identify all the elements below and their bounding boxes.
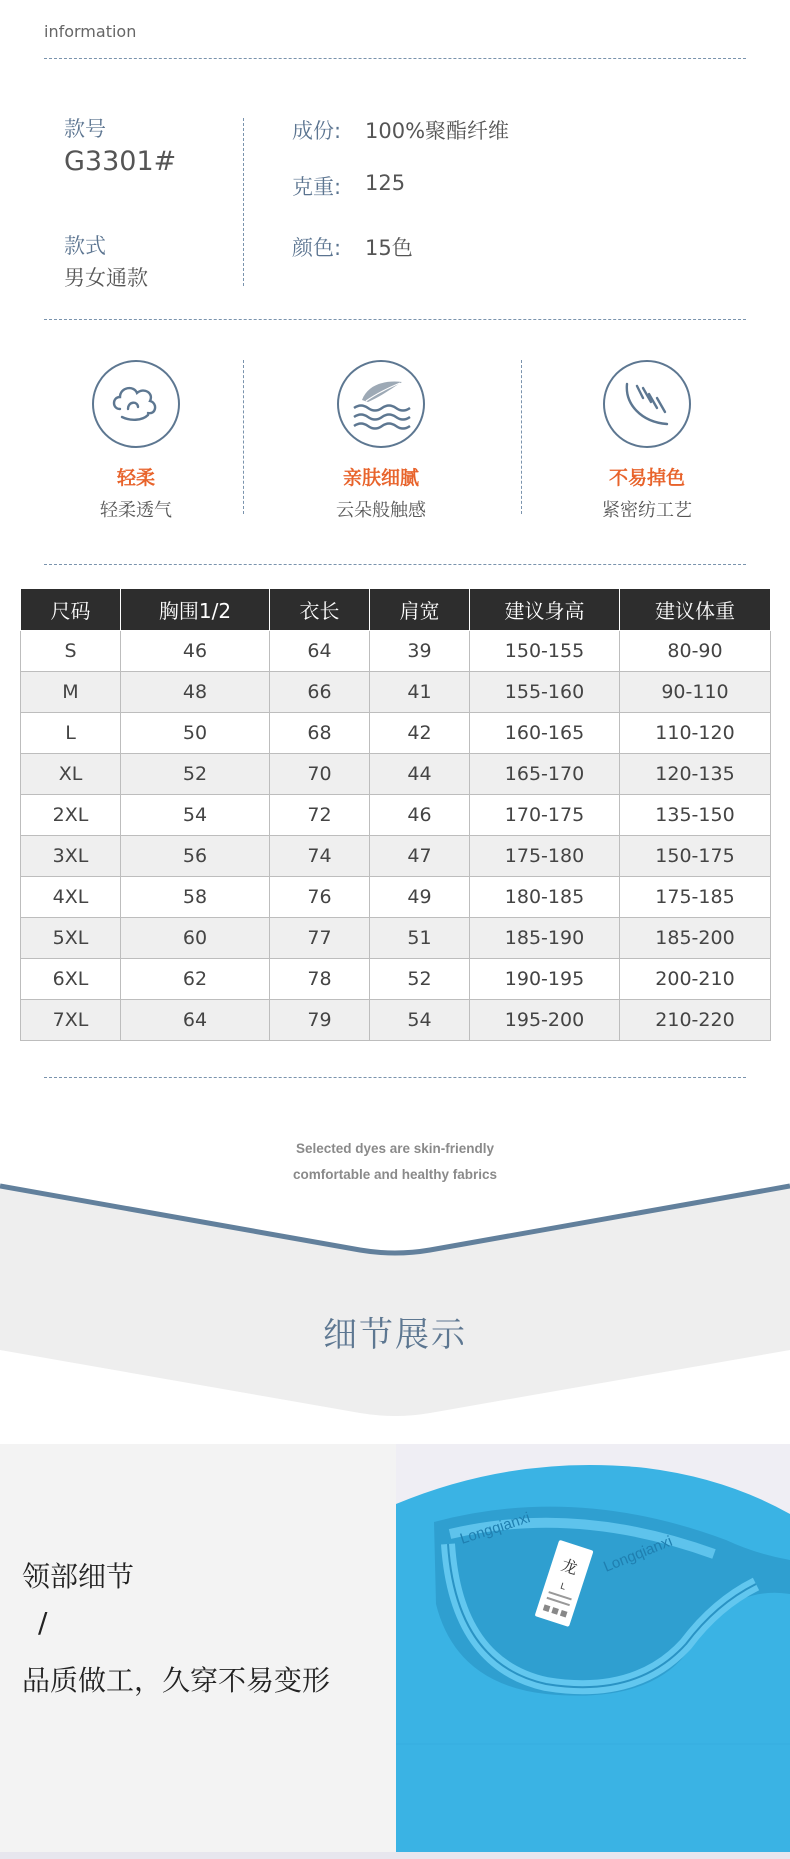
cloud-icon <box>92 360 180 448</box>
table-cell: 60 <box>121 918 270 959</box>
feature-colorfast <box>547 360 747 522</box>
leaf-stripes-icon <box>603 360 691 448</box>
column-header: 胸围1/2 <box>121 589 270 631</box>
table-cell: 5XL <box>21 918 121 959</box>
table-row <box>21 631 771 672</box>
spec-row-colors <box>292 232 413 262</box>
table-cell: 3XL <box>21 836 121 877</box>
table-cell: 7XL <box>21 1000 121 1041</box>
column-header: 建议体重 <box>620 589 771 631</box>
table-row <box>21 795 771 836</box>
table-cell: 78 <box>270 959 370 1000</box>
feature-title: 亲肤细腻 <box>342 467 419 489</box>
feature-subtitle: 轻柔透气 <box>100 500 172 521</box>
table-row <box>21 877 771 918</box>
tagline-line: comfortable and healthy fabrics <box>292 1167 498 1182</box>
table-row <box>21 754 771 795</box>
table-cell: 54 <box>121 795 270 836</box>
style-number-label: 款号 <box>64 117 106 141</box>
spec-row-weight <box>292 171 405 201</box>
bottom-strip <box>0 1852 790 1859</box>
style-number-value: G3301# <box>64 146 177 177</box>
detail-separator: / <box>38 1606 48 1639</box>
divider <box>243 118 244 286</box>
collar-photo <box>396 1444 790 1852</box>
style-type-label: 款式 <box>64 234 106 258</box>
column-header: 尺码 <box>21 589 121 631</box>
table-cell: 52 <box>370 959 470 1000</box>
divider <box>243 360 244 514</box>
divider <box>44 1077 746 1078</box>
divider <box>44 319 746 320</box>
table-cell: 41 <box>370 672 470 713</box>
table-cell: 170-175 <box>470 795 620 836</box>
size-chart-table <box>20 588 771 1041</box>
feature-light <box>36 360 236 522</box>
table-row <box>21 1000 771 1041</box>
table-cell: 90-110 <box>620 672 771 713</box>
spec-key: 成份: <box>292 119 342 143</box>
tag-logo: 龙 <box>558 1555 581 1579</box>
table-cell: 64 <box>270 631 370 672</box>
table-cell: 54 <box>370 1000 470 1041</box>
spec-key: 克重: <box>292 175 342 199</box>
table-cell: 155-160 <box>470 672 620 713</box>
table-cell: 70 <box>270 754 370 795</box>
collar-brand-text: Longqianxi <box>601 1532 675 1576</box>
table-cell: XL <box>21 754 121 795</box>
table-cell: 185-200 <box>620 918 771 959</box>
table-cell: 175-180 <box>470 836 620 877</box>
table-row <box>21 836 771 877</box>
table-cell: 120-135 <box>620 754 771 795</box>
table-cell: 58 <box>121 877 270 918</box>
tagline-line: Selected dyes are skin-friendly <box>295 1141 495 1156</box>
table-row <box>21 918 771 959</box>
table-cell: 2XL <box>21 795 121 836</box>
table-cell: 47 <box>370 836 470 877</box>
table-cell: 46 <box>370 795 470 836</box>
collar-brand-text: Longqianxi <box>457 1509 533 1548</box>
table-row <box>21 959 771 1000</box>
feature-title: 不易掉色 <box>608 467 685 489</box>
spec-key: 颜色: <box>292 236 342 260</box>
detail-text-panel <box>0 1444 396 1852</box>
section-title: 细节展示 <box>323 1315 467 1355</box>
table-row <box>21 672 771 713</box>
feature-subtitle: 云朵般触感 <box>336 500 426 521</box>
column-header: 肩宽 <box>370 589 470 631</box>
table-cell: 49 <box>370 877 470 918</box>
table-cell: 74 <box>270 836 370 877</box>
table-cell: 64 <box>121 1000 270 1041</box>
table-cell: 190-195 <box>470 959 620 1000</box>
table-cell: 80-90 <box>620 631 771 672</box>
table-cell: 51 <box>370 918 470 959</box>
spec-value: 15色 <box>365 236 413 260</box>
table-cell: S <box>21 631 121 672</box>
table-cell: 68 <box>270 713 370 754</box>
section-label: information <box>44 22 137 41</box>
table-cell: 160-165 <box>470 713 620 754</box>
table-cell: 52 <box>121 754 270 795</box>
table-cell: 46 <box>121 631 270 672</box>
divider <box>521 360 522 514</box>
table-cell: L <box>21 713 121 754</box>
table-cell: 195-200 <box>470 1000 620 1041</box>
spec-row-material <box>292 115 509 145</box>
table-cell: 110-120 <box>620 713 771 754</box>
table-cell: 77 <box>270 918 370 959</box>
table-cell: 180-185 <box>470 877 620 918</box>
feature-skin-friendly <box>281 360 481 522</box>
spec-value: 100%聚酯纤维 <box>365 119 510 143</box>
table-cell: 150-155 <box>470 631 620 672</box>
divider <box>44 58 746 59</box>
table-cell: 76 <box>270 877 370 918</box>
table-row <box>21 713 771 754</box>
table-cell: 39 <box>370 631 470 672</box>
column-header: 建议身高 <box>470 589 620 631</box>
table-cell: 165-170 <box>470 754 620 795</box>
tag-size: L <box>559 1580 568 1592</box>
table-cell: 72 <box>270 795 370 836</box>
table-cell: M <box>21 672 121 713</box>
table-cell: 175-185 <box>620 877 771 918</box>
table-cell: 150-175 <box>620 836 771 877</box>
detail-heading: 领部细节 <box>22 1560 135 1593</box>
table-cell: 48 <box>121 672 270 713</box>
table-cell: 44 <box>370 754 470 795</box>
feature-title: 轻柔 <box>116 467 155 489</box>
table-cell: 210-220 <box>620 1000 771 1041</box>
table-cell: 4XL <box>21 877 121 918</box>
table-cell: 50 <box>121 713 270 754</box>
table-cell: 135-150 <box>620 795 771 836</box>
table-cell: 185-190 <box>470 918 620 959</box>
table-cell: 6XL <box>21 959 121 1000</box>
table-cell: 56 <box>121 836 270 877</box>
table-cell: 62 <box>121 959 270 1000</box>
table-header-row <box>21 589 771 631</box>
spec-value: 125 <box>365 171 406 195</box>
feature-subtitle: 紧密纺工艺 <box>602 500 692 521</box>
column-header: 衣长 <box>270 589 370 631</box>
table-cell: 66 <box>270 672 370 713</box>
detail-description: 品质做工，久穿不易变形 <box>22 1664 331 1697</box>
style-type-value: 男女通款 <box>64 266 148 290</box>
table-cell: 42 <box>370 713 470 754</box>
feather-wave-icon <box>337 360 425 448</box>
table-cell: 200-210 <box>620 959 771 1000</box>
divider <box>44 564 746 565</box>
table-cell: 79 <box>270 1000 370 1041</box>
